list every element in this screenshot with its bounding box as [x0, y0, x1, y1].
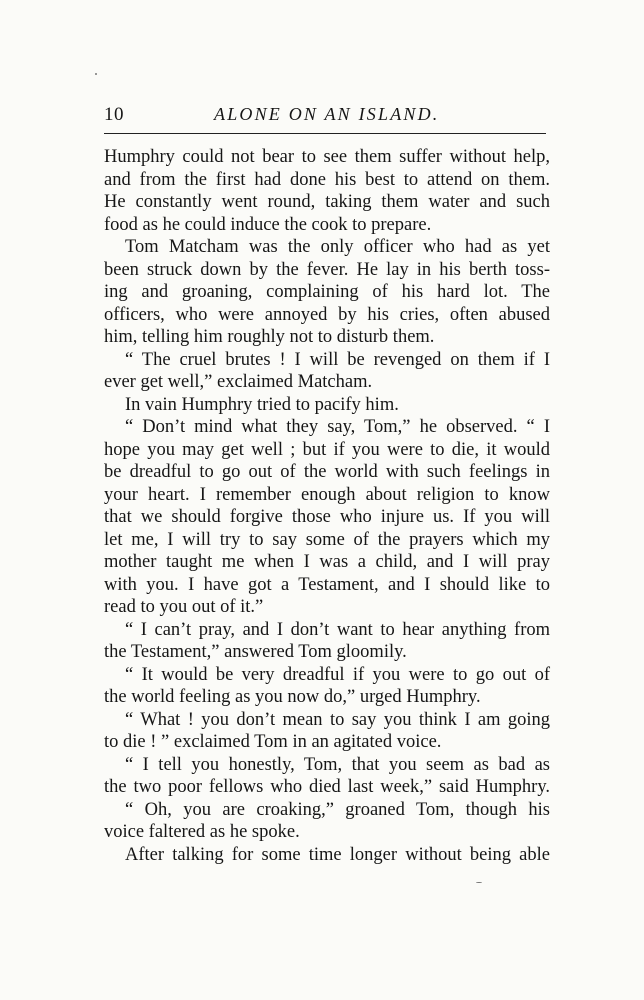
- text-line: officers, who were annoyed by his cries, often abused: [104, 304, 550, 325]
- text-line: ever get well,” exclaimed Matcham.: [104, 372, 373, 392]
- text-line: your heart. I remember enough about religion to know: [104, 484, 550, 505]
- paper-speck: [95, 73, 97, 75]
- text-line: “ The cruel brutes ! I will be revenged on them if I: [125, 349, 550, 370]
- text-line: to die ! ” exclaimed Tom in an agitated voice.: [104, 732, 442, 752]
- text-line: Tom Matcham was the only officer who had as yet: [125, 237, 550, 257]
- paper-speck: [476, 882, 482, 883]
- text-line: the world feeling as you now do,” urged Humphry.: [104, 687, 481, 707]
- text-line: with you. I have got a Testament, and I should like to: [104, 574, 550, 595]
- page-header: [104, 104, 546, 132]
- text-line: let me, I will try to say some of the prayers which my: [104, 529, 550, 550]
- text-line: Humphry could not bear to see them suffer without help,: [104, 147, 550, 167]
- text-line: In vain Humphry tried to pacify him.: [125, 394, 399, 415]
- text-line: the Testament,” answered Tom gloomily.: [104, 642, 407, 662]
- text-line: “ I tell you honestly, Tom, that you seem as bad as: [125, 754, 550, 775]
- text-line: be dreadful to go out of the world with such feelings in: [104, 462, 550, 482]
- text-line: mother taught me when I was a child, and I will pray: [104, 552, 550, 572]
- text-line: been struck down by the fever. He lay in his berth toss-: [104, 259, 550, 280]
- header-rule: [104, 133, 546, 134]
- text-line: ing and groaning, complaining of his hard lot. The: [104, 282, 550, 302]
- text-line: “ Don’t mind what they say, Tom,” he observed. “ I: [125, 417, 550, 437]
- text-line: voice faltered as he spoke.: [104, 822, 300, 842]
- text-line: food as he could induce the cook to prepare.: [104, 214, 432, 235]
- text-line: “ It would be very dreadful if you were to go out of: [125, 664, 550, 685]
- text-line: He constantly went round, taking them water and such: [104, 192, 550, 212]
- text-line: that we should forgive those who injure us. If you will: [104, 507, 550, 527]
- text-line: the two poor fellows who died last week,” said Humphry.: [104, 777, 550, 797]
- text-line: him, telling him roughly not to disturb them.: [104, 327, 435, 347]
- running-title: ALONE ON AN ISLAND.: [214, 104, 440, 124]
- text-line: After talking for some time longer without being able: [125, 844, 550, 865]
- page-number: 10: [104, 104, 124, 125]
- text-line: and from the first had done his best to attend on them.: [104, 169, 550, 190]
- body-text: [104, 146, 550, 866]
- text-line: “ I can’t pray, and I don’t want to hear anything from: [125, 619, 550, 640]
- text-line: hope you may get well ; but if you were to die, it would: [104, 439, 550, 460]
- text-line: “ Oh, you are croaking,” groaned Tom, though his: [125, 799, 550, 820]
- text-line: “ What ! you don’t mean to say you think I am going: [125, 709, 550, 730]
- text-line: read to you out of it.”: [104, 597, 264, 617]
